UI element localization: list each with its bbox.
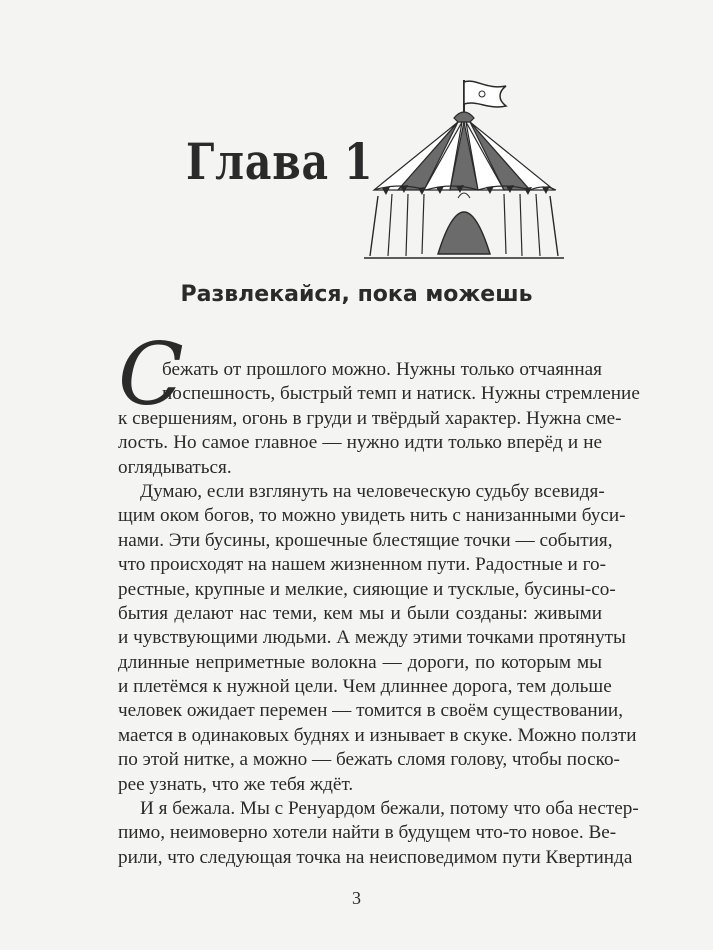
paragraph-2: [118, 480, 637, 797]
text-line: бытия делают нас теми, кем мы и были созданы: живыми: [118, 602, 602, 624]
text-line: рили, что следующая точка на неисповедимом пути Квертинда: [118, 846, 633, 868]
text-line: оглядываться.: [118, 456, 232, 478]
text-line: щим оком богов, то можно увидеть нить с нанизанными буси-: [118, 505, 626, 527]
text-line: и чувствующими людьми. А между этими точками протянуты: [118, 627, 626, 649]
text-line: мается в одинаковых буднях и изнывает в скуке. Можно ползти: [118, 724, 637, 746]
text-line: что происходят на нашем жизненном пути. Радостные и го-: [118, 554, 606, 576]
circus-tent-illustration: [360, 78, 568, 263]
text-line: бежать от прошлого можно. Нужны только отчаянная: [162, 359, 602, 380]
text-line: пимо, неимоверно хотели найти в будущем что-то новое. Ве-: [118, 822, 617, 844]
chapter-title: Глава 1: [186, 132, 374, 191]
text-line: по этой нитке, а можно — бежать сломя голову, чтобы поско-: [118, 749, 620, 771]
paragraph-3: [118, 797, 639, 870]
text-line: и плетёмся к нужной цели. Чем длиннее дорога, тем дольше: [118, 676, 612, 698]
text-line: рее узнать, что же тебя ждёт.: [118, 773, 354, 795]
text-line: рестные, крупные и мелкие, сияющие и тусклые, бусины-со-: [118, 578, 616, 600]
body-text: [118, 325, 640, 870]
paragraph-1: [118, 325, 640, 480]
text-line: длинные неприметные волокна — дороги, по которым мы: [118, 651, 602, 673]
text-line: нами. Эти бусины, крошечные блестящие точки — события,: [118, 529, 613, 551]
text-line: поспешность, быстрый темп и натиск. Нужны стремление: [162, 383, 640, 405]
text-line: человек ожидает перемен — томится в своём существовании,: [118, 700, 623, 722]
text-line: И я бежала. Мы с Ренуардом бежали, потому что оба нестер-: [140, 798, 639, 820]
chapter-subtitle: Развлекайся, пока можешь: [180, 282, 533, 307]
page-number: 3: [352, 888, 361, 908]
text-line: к свершениям, огонь в груди и твёрдый характер. Нужна сме-: [118, 407, 622, 429]
text-line: лость. Но самое главное — нужно идти только вперёд и не: [118, 432, 602, 454]
text-line: Думаю, если взглянуть на человеческую судьбу всевидя-: [140, 480, 605, 502]
dropcap-letter: С: [118, 325, 184, 425]
